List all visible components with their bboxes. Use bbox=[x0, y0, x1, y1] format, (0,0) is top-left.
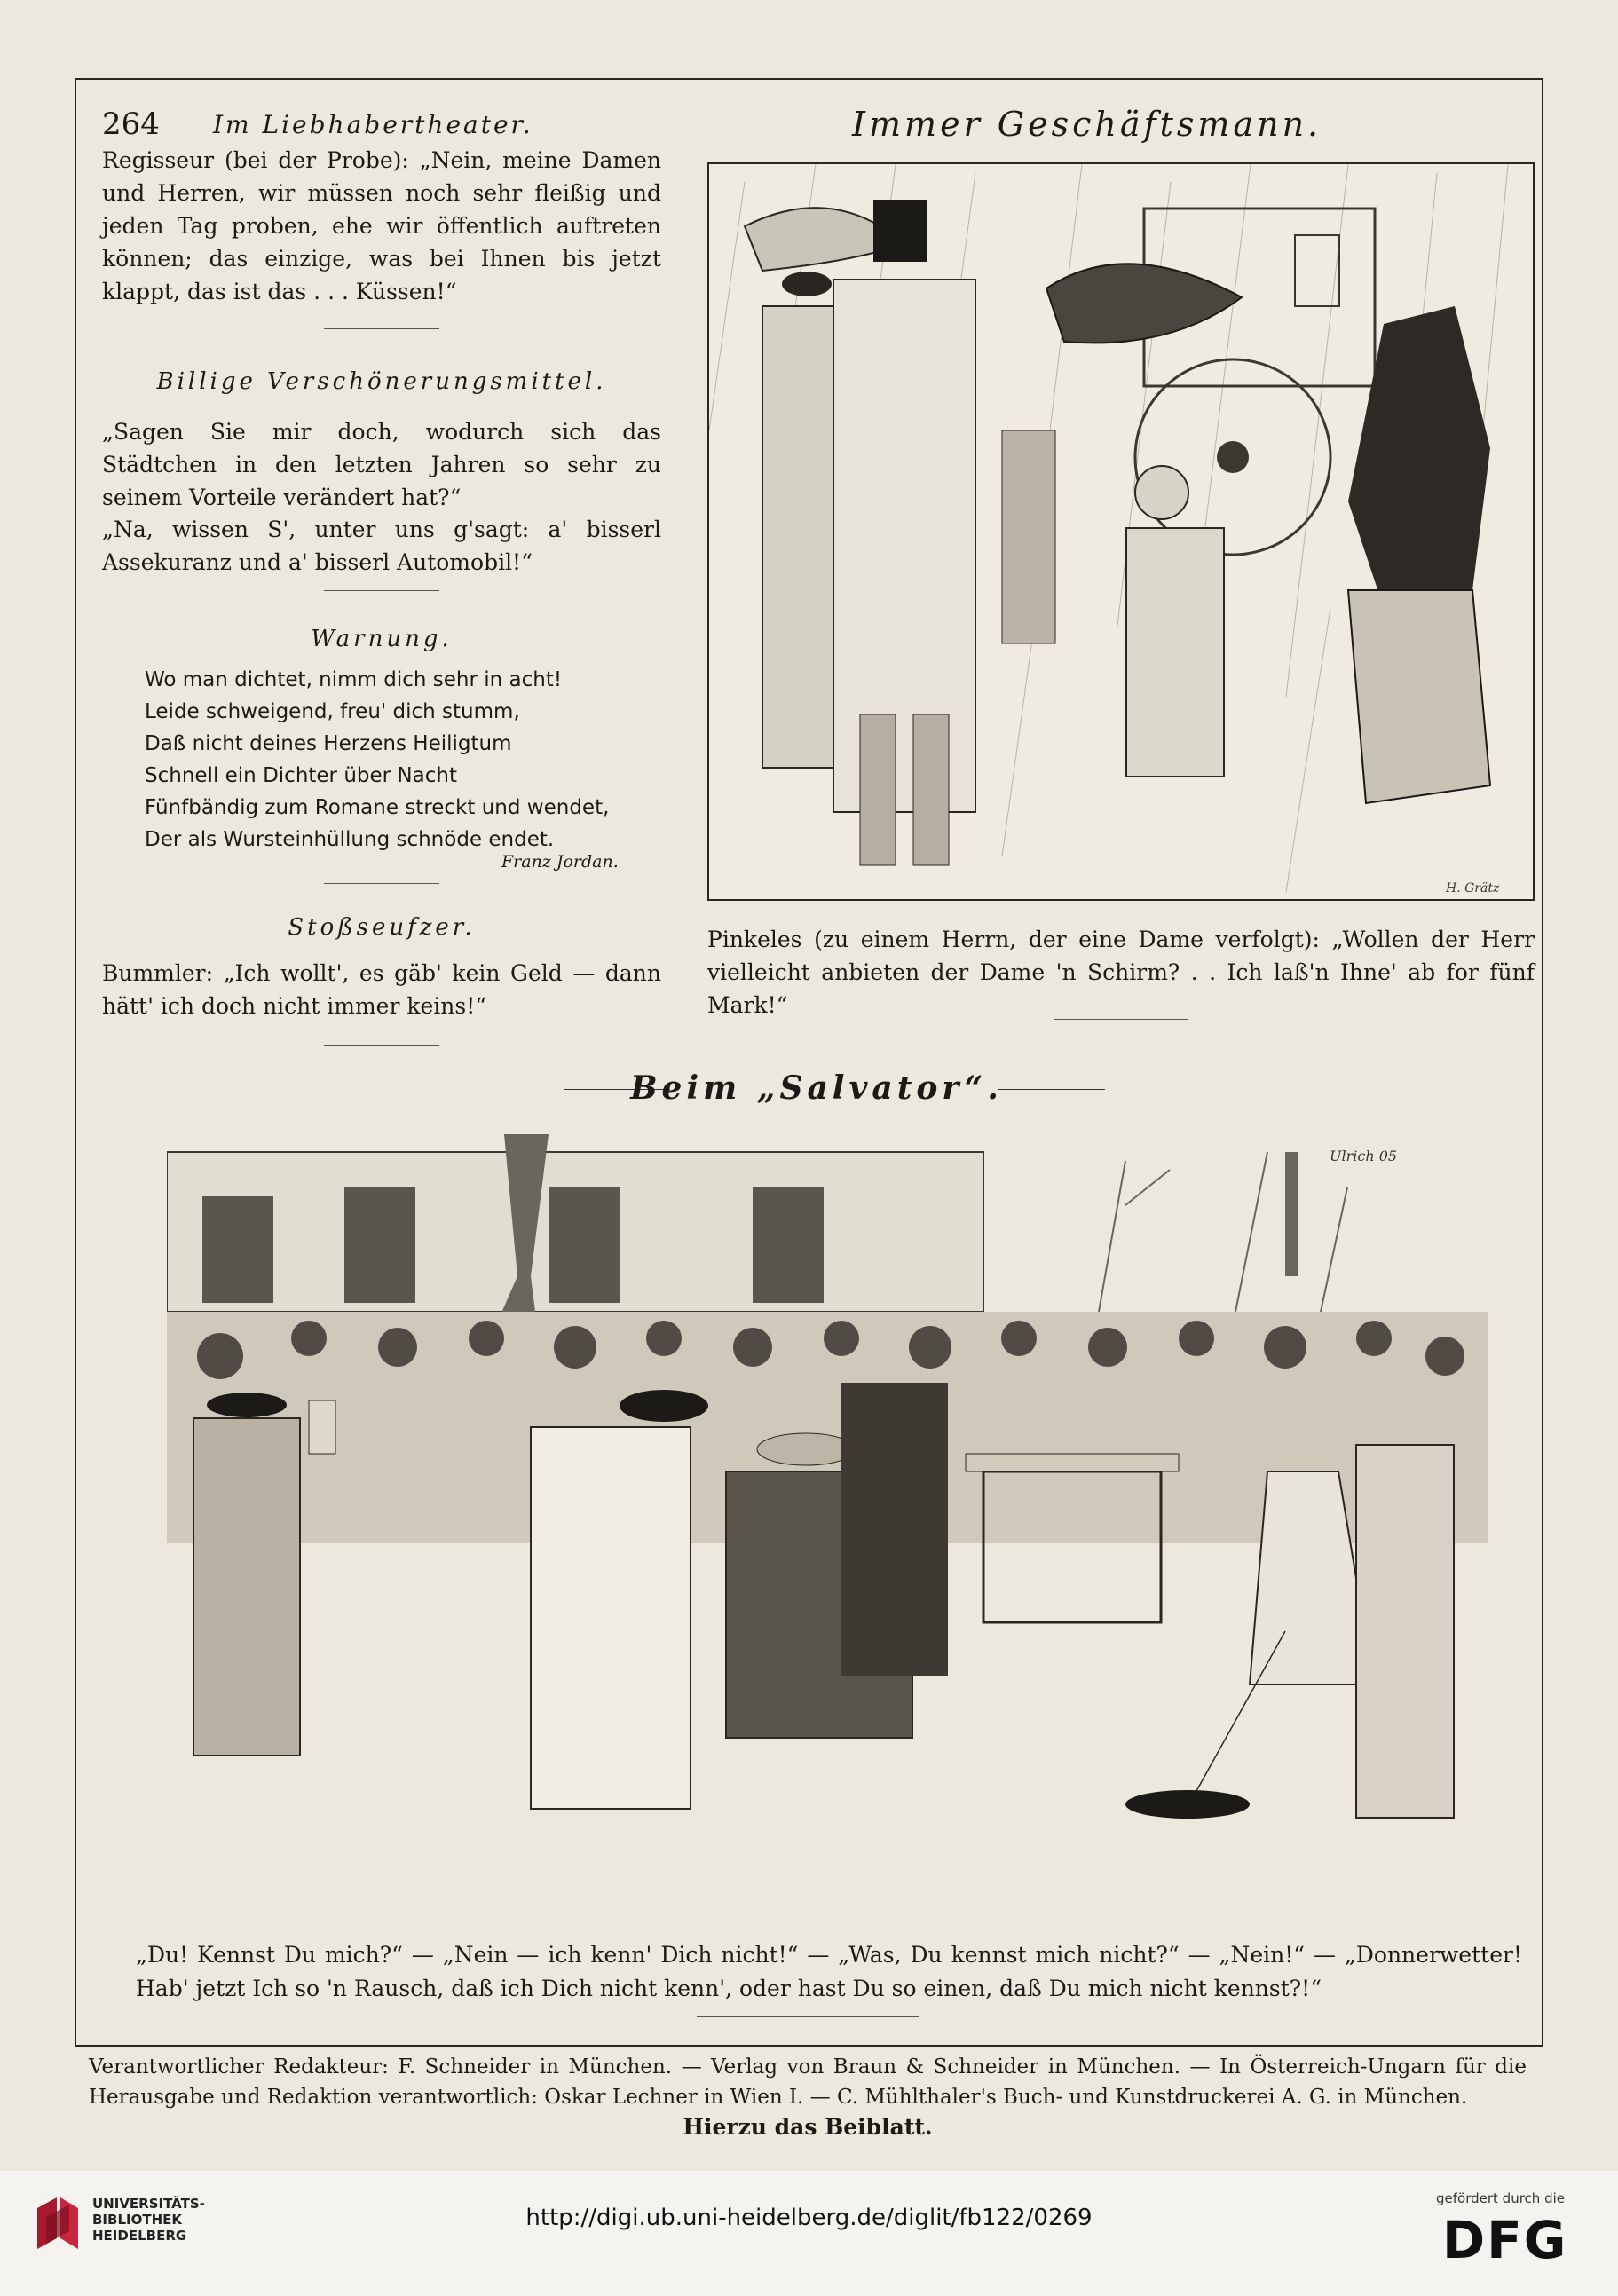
section-title-stossseufzer: Stoßseufzer. bbox=[288, 914, 476, 941]
imprint: Verantwortlicher Redakteur: F. Schneider in München. — Verlag von Braun & Schneider in München. — In Österreich-Ungarn für die Herausgabe und Redaktion verantwortlich: Oskar Lechner in Wien I. — C. Mühlthaler's Buch- und Kunstdruckerei A. G. in München. bbox=[89, 2055, 1527, 2109]
library-name-line: HEIDELBERG bbox=[92, 2228, 187, 2244]
funded-by-text: gefördert durch die bbox=[1436, 2190, 1565, 2206]
salvator-signature: Ulrich 05 bbox=[1330, 1148, 1398, 1164]
library-name-line: UNIVERSITÄTS- bbox=[92, 2196, 205, 2212]
poem-line: Leide schweigend, freu' dich stumm, bbox=[145, 700, 520, 723]
divider bbox=[324, 883, 439, 884]
beer-garden-illustration bbox=[167, 1134, 1488, 1926]
section-title-verschoenerung: Billige Verschönerungsmittel. bbox=[156, 368, 607, 395]
poem-line: Fünfbändig zum Romane streckt und wendet, bbox=[145, 796, 610, 819]
divider bbox=[324, 590, 439, 591]
poem-line: Schnell ein Dichter über Nacht bbox=[145, 764, 457, 787]
poem-line: Daß nicht deines Herzens Heiligtum bbox=[145, 732, 512, 755]
ornament-right bbox=[998, 1089, 1105, 1093]
salvator-caption: „Du! Kennst Du mich?“ — „Nein — ich kenn' Dich nicht!“ — „Was, Du kennst mich nicht?“ — „Nein!“ — „Donnerwetter! Hab' jetzt Ich so 'n Rausch, daß ich Dich nicht kenn', oder hast Du so einen, daß Du mich nicht kennst?!“ bbox=[136, 1942, 1522, 2001]
theater-text: Regisseur (bei der Probe): „Nein, meine Damen und Herren, wir müssen noch sehr fleißig und jeden Tag proben, ehe wir öffentlich auftreten können; das einzige, was bei Ihnen bis jetzt klappt, das ist das . . . Küssen!“ bbox=[102, 147, 661, 304]
library-name-line: BIBLIOTHEK bbox=[92, 2212, 182, 2228]
umbrella-illustration bbox=[707, 162, 1535, 901]
illustration-signature: H. Grätz bbox=[1446, 881, 1500, 896]
salvator-title: Beim „Salvator“. bbox=[630, 1069, 1003, 1107]
page-number: 264 bbox=[102, 107, 160, 142]
section-title-warnung: Warnung. bbox=[311, 626, 453, 652]
poem-line: Der als Wursteinhüllung schnöde endet. bbox=[145, 828, 555, 851]
permalink-url[interactable]: http://digi.ub.uni-heidelberg.de/diglit/fb122/0269 bbox=[525, 2205, 1093, 2231]
digitization-bar bbox=[0, 2171, 1618, 2296]
stossseufzer-text: Bummler: „Ich wollt', es gäb' kein Geld — dann hätt' ich doch nicht immer keins!“ bbox=[102, 960, 661, 1019]
poem-author: Franz Jordan. bbox=[501, 852, 619, 872]
dfg-logo: DFG bbox=[1442, 2210, 1568, 2270]
poem-line: Wo man dichtet, nimm dich sehr in acht! bbox=[145, 668, 563, 691]
divider bbox=[324, 328, 439, 329]
pinkeles-caption: Pinkeles (zu einem Herrn, der eine Dame verfolgt): „Wollen der Herr vielleicht anbieten der Dame 'n Schirm? . . Ich laß'n Ihne' ab for fünf Mark!“ bbox=[707, 927, 1535, 1018]
verschoenerung-question: „Sagen Sie mir doch, wodurch sich das Städtchen in den letzten Jahren so sehr zu seinem Vorteile verändert hat?“ bbox=[102, 419, 661, 510]
supplement-note: Hierzu das Beiblatt. bbox=[683, 2114, 933, 2140]
verschoenerung-answer: „Na, wissen S', unter uns g'sagt: a' bisserl Assekuranz und a' bisserl Automobil!“ bbox=[102, 517, 661, 575]
heading-geschaeftsmann: Immer Geschäftsmann. bbox=[852, 105, 1322, 144]
divider bbox=[697, 2016, 919, 2017]
divider bbox=[324, 1045, 439, 1046]
heading-liebhabertheater: Im Liebhabertheater. bbox=[213, 110, 533, 139]
divider bbox=[1054, 1019, 1188, 1020]
poem-warnung bbox=[145, 664, 609, 856]
